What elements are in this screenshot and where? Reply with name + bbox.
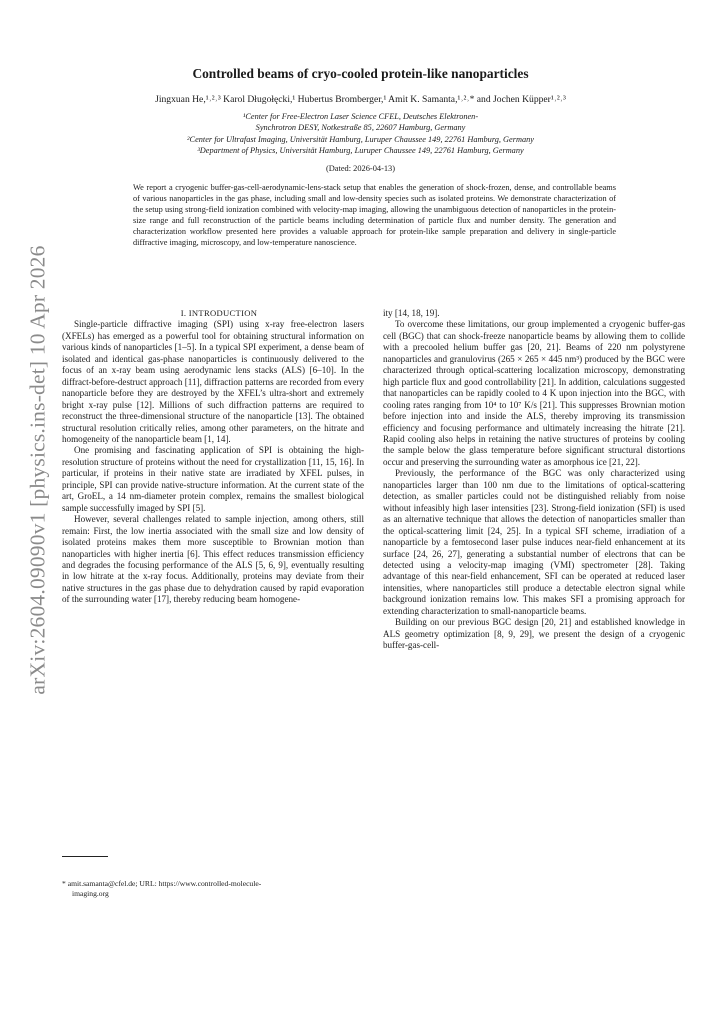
paragraph: Building on our previous BGC design [20, 21] and established knowledge in ALS geometry optimization [8, 9, 29], we present the design of a cryogenic buffer-gas-cell- (383, 617, 685, 651)
section-heading: I. INTRODUCTION (180, 308, 258, 318)
affiliations (0, 111, 721, 156)
arxiv-stamp (18, 245, 58, 695)
paragraph: One promising and fascinating application of SPI is obtaining the high-resolution structure of proteins without the need for crystallization [11, 15, 16]. In particular, if proteins in their native state are irradiated by XFEL pulses, in principle, SPI can provide native-structure information. At the current state of the art, GroEL, a 14 nm-diameter protein complex, remains the smallest biological sample successfully imaged by SPI [5]. (62, 445, 364, 513)
paragraph: However, several challenges related to sample injection, among others, still remain: First, the low inertia associated with the small size and low density of isolated proteins makes them more susceptible to Brownian motion than nanoparticles with higher inertia [6]. This effect reduces transmission efficiency and degrades the focusing performance of the ALS [5, 6, 9], eventually resulting in low hitrate at the x-ray focus. Additionally, proteins may deviate from their native structures in the gas phase due to dehydration caused by rapid evaporation of the surrounding water [17], thereby reducing beam homogene- (62, 514, 364, 605)
affiliation-line: Synchrotron DESY, Notkestraße 85, 22607 Hamburg, Germany (255, 123, 466, 133)
affiliation-line: ²Center for Ultrafast Imaging, Universität Hamburg, Luruper Chaussee 149, 22761 Hamburg, Germany (187, 134, 534, 144)
paper-title: Controlled beams of cryo-cooled protein-like nanoparticles (192, 66, 529, 81)
footnote-line: * amit.samanta@cfel.de; URL: https://www.controlled-molecule- (62, 879, 262, 888)
footnote-line: imaging.org (72, 889, 109, 898)
footnote (62, 879, 364, 899)
affiliation-line: ¹Center for Free-Electron Laser Science CFEL, Deutsches Elektronen- (242, 112, 479, 121)
paragraph: ity [14, 18, 19]. (383, 308, 440, 318)
abstract: We report a cryogenic buffer-gas-cell-aerodynamic-lens-stack setup that enables the generation of shock-frozen, dense, and controllable beams of various nanoparticles in the gas phase, including small and low-density species such as isolated proteins. We demonstrate characterization of the setup using strong-field ionization combined with velocity-map imaging, allowing the unambiguous detection of nanoparticles in the protein-size range and full reconstruction of the particle beams including determination of particle flux and number density. The generation and characterization workflow presented here provides a valuable approach for protein-like sample preparation and delivery in single-particle diffractive imaging, microscopy, and low-temperature nanoscience. (133, 183, 616, 248)
paragraph: To overcome these limitations, our group implemented a cryogenic buffer-gas cell (BGC) that can shock-freeze nanoparticle beams by allowing them to collide with a precooled helium buffer gas [20, 21]. Beams of 220 nm polystyrene nanoparticles and granulovirus (265 × 265 × 445 nm³) produced by the BGC were characterized through optical-scattering localization microscopy, demonstrating high particle flux and good controllability [21]. In addition, calculations suggested that nanoparticles can be rapidly cooled to 4 K upon injection into the BGC, with cooling rates ranging from 10⁴ to 10⁷ K/s [21]. This suppresses Brownian motion before injection into and inside the ALS, thereby improving its transmission efficiency and focusing performance and ultimately increasing the hitrate [21]. Rapid cooling also helps in retaining the native structures of proteins by cooling the sample below the glass temperature before significant structural distortions occur and preserving the surrounding water as amorphous ice [21, 22]. (383, 319, 685, 467)
paragraph: Single-particle diffractive imaging (SPI) using x-ray free-electron lasers (XFELs) has emerged as a powerful tool for obtaining structural information on various kinds of nanoparticles [1–5]. In a typical SPI experiment, a dense beam of isolated and identical gas-phase nanoparticles is continuously delivered to the focus of an x-ray beam using aerodynamic lens stacks (ALS) [6–10]. In the diffract-before-destruct approach [11], diffraction patterns are recorded from every nanoparticle before they are destroyed by the XFEL’s ultra-short and extremely bright x-ray pulse [12]. Millions of such diffraction patterns are required to reconstruct the three-dimensional structure of the nanoparticle [13]. The obtained structural resolution critically relies, among other parameters, on the hitrate and homogeneity of the nanoparticle beam [1, 14]. (62, 319, 364, 444)
paragraph: Previously, the performance of the BGC was only characterized using nanoparticles larger than 100 nm due to the limitations of optical-scattering detection, as smaller particles could not be distinguished reliably from noise without infeasibly high laser intensities [23]. Strong-field ionization (SFI) is used as an alternative technique that allows the detection of nanoparticles smaller than the optical-scattering limit [24, 25]. In a typical SFI scheme, irradiation of a nanoparticle by a femtosecond laser pulse induces near-field enhancement at its surface [24, 26, 27], generating a substantial number of electrons that can be detected using a velocity-map imaging (VMI) spectrometer [28]. Taking advantage of this near-field enhancement, SFI can be operated at reduced laser intensities, where nanoparticles still produce a detectable electron signal while background ionization remains low. This makes SFI a promising approach for extending characterization to small-nanoparticle beams. (383, 468, 685, 616)
arxiv-identifier: arXiv:2604.09090v1 [physics.ins-det] 10 Apr 2026 (25, 245, 50, 695)
affiliation-line: ³Department of Physics, Universität Hamburg, Luruper Chaussee 149, 22761 Hamburg, Germany (197, 145, 524, 155)
author-list: Jingxuan He,¹˒²˒³ Karol Długołęcki,¹ Hubertus Bromberger,¹ Amit K. Samanta,¹˒²˒* and Jochen Küpper¹˒²˒³ (155, 94, 566, 105)
right-column (383, 308, 685, 652)
footnote-rule (62, 856, 108, 857)
date-line: (Dated: 2026-04-13) (325, 164, 396, 173)
left-column (62, 308, 364, 606)
